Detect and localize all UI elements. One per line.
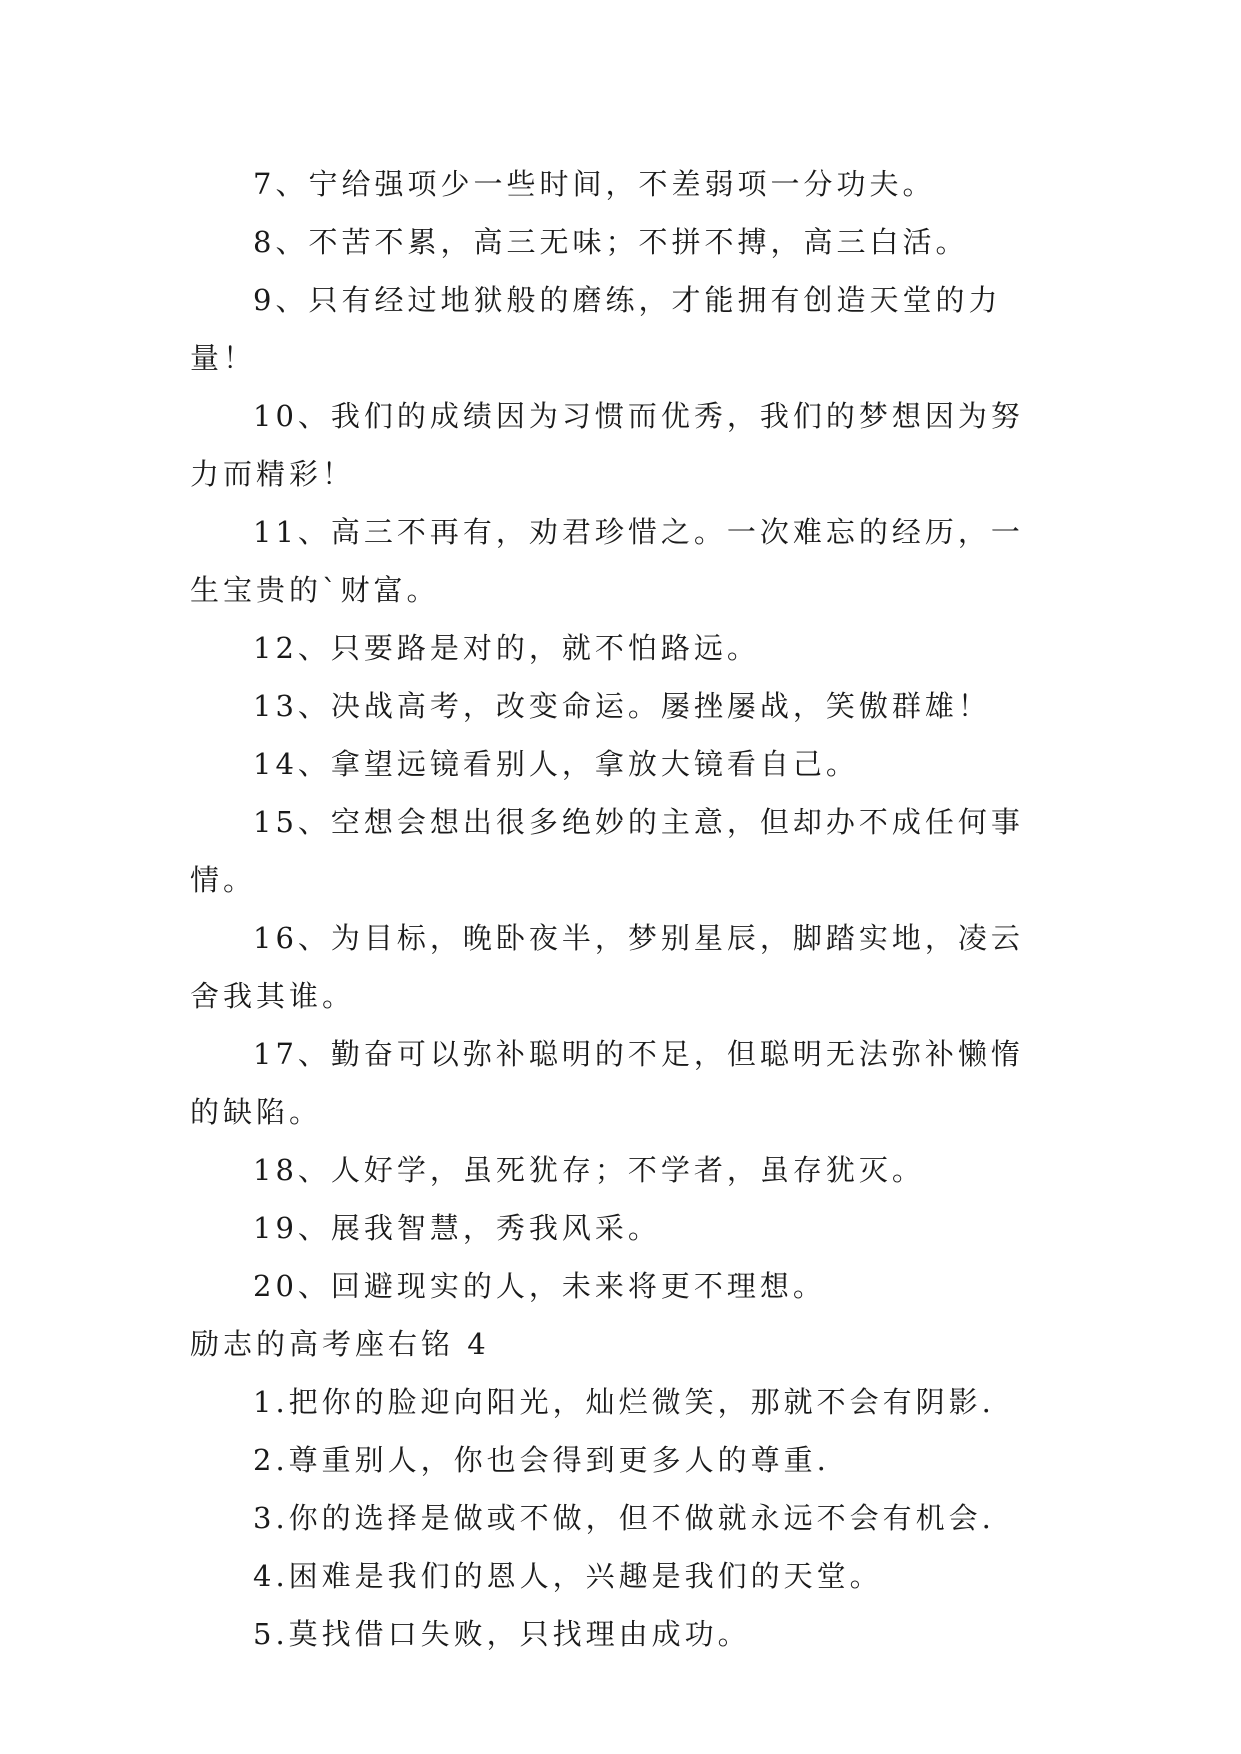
list-item: 11、高三不再有，劝君珍惜之。一次难忘的经历，一生宝贵的`财富。 bbox=[190, 515, 1024, 607]
list-item: 2.尊重别人，你也会得到更多人的尊重. bbox=[253, 1443, 830, 1477]
list-item: 17、勤奋可以弥补聪明的不足，但聪明无法弥补懒惰的缺陷。 bbox=[190, 1037, 1024, 1129]
list-item: 19、展我智慧，秀我风采。 bbox=[253, 1211, 661, 1245]
list-item: 14、拿望远镜看别人，拿放大镜看自己。 bbox=[253, 747, 859, 781]
list-item: 4.困难是我们的恩人，兴趣是我们的天堂。 bbox=[253, 1559, 883, 1593]
list-item: 15、空想会想出很多绝妙的主意，但却办不成任何事情。 bbox=[190, 805, 1024, 897]
list-item: 16、为目标，晚卧夜半，梦别星辰，脚踏实地，凌云舍我其谁。 bbox=[190, 921, 1024, 1013]
list-item: 7、宁给强项少一些时间，不差弱项一分功夫。 bbox=[253, 167, 936, 201]
list-item: 18、人好学，虽死犹存；不学者，虽存犹灭。 bbox=[253, 1153, 925, 1187]
list-item: 9、只有经过地狱般的磨练，才能拥有创造天堂的力量！ bbox=[190, 283, 1002, 375]
section-heading: 励志的高考座右铭 4 bbox=[190, 1327, 490, 1361]
list-item: 5.莫找借口失败，只找理由成功。 bbox=[253, 1617, 751, 1651]
list-item: 3.你的选择是做或不做，但不做就永远不会有机会. bbox=[253, 1501, 995, 1535]
list-item: 13、决战高考，改变命运。屡挫屡战，笑傲群雄！ bbox=[253, 689, 991, 723]
document-body bbox=[190, 155, 1050, 1663]
list-item: 1.把你的脸迎向阳光，灿烂微笑，那就不会有阴影. bbox=[253, 1385, 995, 1419]
list-item: 12、只要路是对的，就不怕路远。 bbox=[253, 631, 760, 665]
list-item: 8、不苦不累，高三无味；不拼不搏，高三白活。 bbox=[253, 225, 969, 259]
list-item: 20、回避现实的人，未来将更不理想。 bbox=[253, 1269, 826, 1303]
list-item: 10、我们的成绩因为习惯而优秀，我们的梦想因为努力而精彩！ bbox=[190, 399, 1024, 491]
